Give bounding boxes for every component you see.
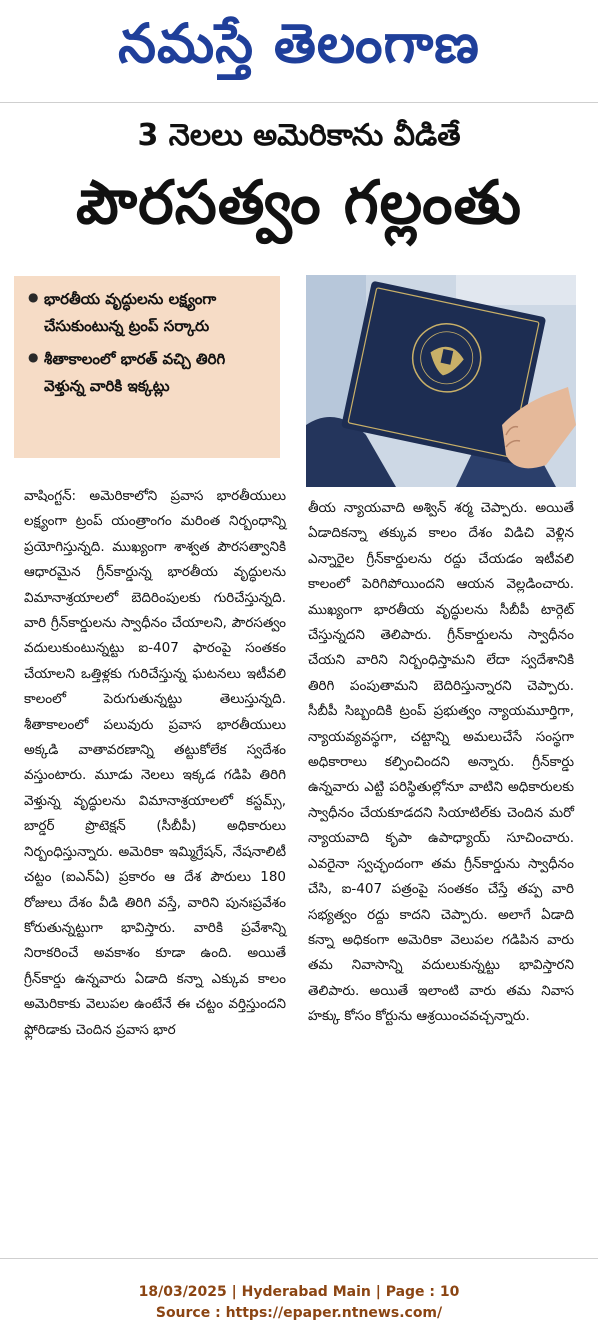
masthead-title: నమస్తే తెలంగాణ [118,11,480,75]
highlight-item [28,286,270,340]
bottom-divider [0,1258,598,1259]
article-kicker: 3 నెలలు అమెరికాను వీడితే [137,118,461,153]
bullet-icon: ● [28,350,39,364]
bullet-icon: ● [28,290,39,304]
highlight-text: భారతీయ వృద్ధులను లక్ష్యంగా చేసుకుంటున్న ట్రంప్ సర్కారు [44,290,217,335]
article-photo [306,275,576,487]
highlight-text: శీతాకాలంలో భారత్ వచ్చి తిరిగి వెళ్తున్న వారికి ఇక్కట్లు [44,350,226,395]
article-headline: పౌరసత్వం గల్లంతు [75,168,522,238]
article-column-right [308,496,574,1030]
article-body-left: వాషింగ్టన్: అమెరికాలోని ప్రవాస భారతీయులు లక్ష్యంగా ట్రంప్ యంత్రాంగం మరింత నిర్బంధాన్ని ప్రయోగిస్తున్నది. ముఖ్యంగా శాశ్వత పౌరసత్వానికి ఆధారమైన గ్రీన్‌కార్డున్న భారతీయ వృద్ధులను విమానాశ్రయాలలో బెదిరింపులకు గురిచేస్తున్నది. వారి గ్రీన్‌కార్డులను స్వాధీనం చేయాలని, పౌరసత్వం వదులుకుంటున్నట్టు ఐ-407 ఫారంపై సంతకం చేయాలని ఒత్తిళ్లకు గురిచేస్తున్న ఘటనలు ఇటీవలి కాలంలో పెరుగుతున్నట్టు తెలుస్తున్నది. శీతాకాలంలో పలువురు ప్రవాస భారతీయులు అక్కడి వాతావరణాన్ని తట్టుకోలేక స్వదేశం వస్తుంటారు. మూడు నెలలు ఇక్కడ గడిపి తిరిగి వెళ్తున్న వృద్ధులను విమానాశ్రయాలలో కస్టమ్స్, బార్డర్ ప్రొటెక్షన్ (సీబీపీ) అధికారులు నిర్బంధిస్తున్నారు. అమెరికా ఇమ్మిగ్రేషన్, నేషనాలిటీ చట్టం (ఐఎన్‌ఏ) ప్రకారం ఆ దేశ పౌరులు 180 రోజులు దేశం వీడి తిరిగి వస్తే, వారిని పునఃప్రవేశం కోరుతున్నట్టుగా భావిస్తారు. వారికి ప్రవేశాన్ని నిరాకరించే అవకాశం కూడా ఉంది. అయితే గ్రీన్‌కార్డు ఉన్నవారు ఏడాది కన్నా ఎక్కువ కాలం అమెరికాకు వెలుపల ఉంటేనే ఈ చట్టం వర్తిస్తుందని ఫ్లోరిడాకు చెందిన ప్రవాస భార [24,488,286,1038]
footer [0,1282,598,1324]
highlight-item [28,346,270,400]
article-column-left [24,484,286,1043]
highlights-box [14,276,280,458]
article-body-right: తీయ న్యాయవాది అశ్విన్ శర్మ చెప్పారు. అయితే ఏడాదికన్నా తక్కువ కాలం దేశం విడిచి వెళ్లిన ఎన్నారైల గ్రీన్‌కార్డులను రద్దు చేయడం ఇటీవలి కాలంలో పెరిగిపోయిందని ఆయన వెల్లడించారు. ముఖ్యంగా భారతీయ వృద్ధులను సీబీపీ టార్గెట్ చేస్తున్నదని తెలిపారు. గ్రీన్‌కార్డులను స్వాధీనం చేయని వారిని నిర్బంధిస్తామని లేదా స్వదేశానికి తిరిగి పంపుతామని బెదిరిస్తున్నారని చెప్పారు. సీబీపీ సిబ్బందికి ట్రంప్ ప్రభుత్వం న్యాయమూర్తిగా, న్యాయవ్యవస్థగా, చట్టాన్ని అమలుచేసే సంస్థగా అధికారాలు కల్పించిందని అన్నారు. గ్రీన్‌కార్డు ఉన్నవారు ఎట్టి పరిస్థితుల్లోనూ వాటిని అధికారులకు స్వాధీనం చేయకూడదని సియాటిల్‌కు చెందిన మరో న్యాయవాది కృపా ఉపాధ్యాయ్ సూచించారు. ఎవరైనా స్వచ్ఛందంగా తమ గ్రీన్‌కార్డును స్వాధీనం చేసి, ఐ-407 పత్రంపై సంతకం చేస్తే తప్ప వారి సభ్యత్వం రద్దు కాదని చెప్పారు. అలాగే ఏడాది కన్నా అధికంగా అమెరికా వెలుపల గడిపిన వారు తమ నివాసాన్ని వదులుకున్నట్టు భావిస్తారని తెలిపారు. అయితే ఇలాంటి వారు తమ నివాస హక్కు కోసం కోర్టును ఆశ్రయించవచ్చన్నారు. [308,500,574,1025]
footer-source: Source : https://epaper.ntnews.com/ [155,1305,443,1321]
top-divider [0,102,598,103]
certificate-photo-illustration [306,275,576,487]
masthead [0,0,598,100]
footer-date-edition-page: 18/03/2025 | Hyderabad Main | Page : 10 [138,1284,460,1300]
